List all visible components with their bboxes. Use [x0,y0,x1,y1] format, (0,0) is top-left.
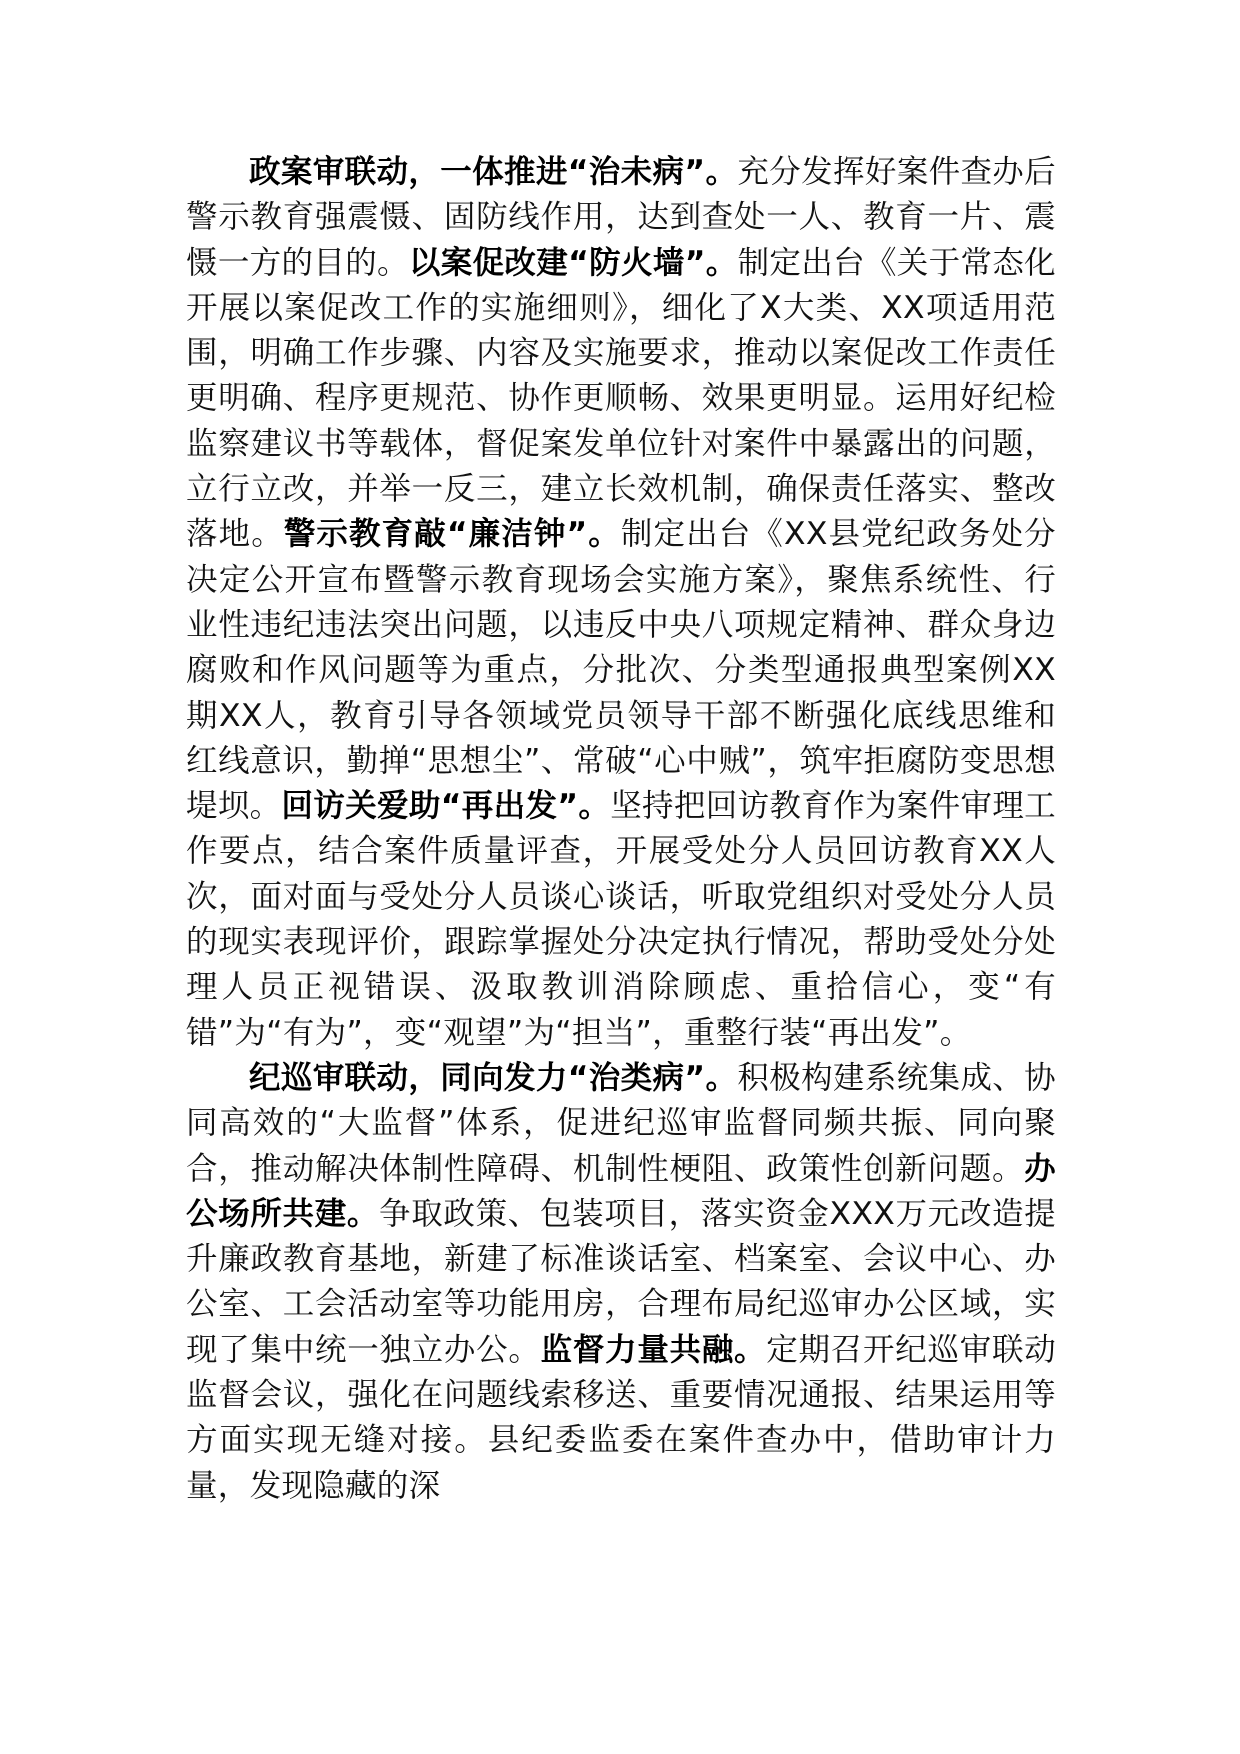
heading-run: 监督力量共融。 [540,1331,767,1368]
text-run: 定期召开纪巡审联动监督会议，强化在问题线索移送、重要情况通报、结果运用等方面实现无缝对接。县纪委监委在案件查办中，借助审计力量，发现隐藏的深 [186,1331,1056,1504]
heading-run: 纪巡审联动，同向发力“治类病”。 [249,1059,738,1096]
text-run: 坚持把回访教育作为案件审理工作要点，结合案件质量评查，开展受处分人员回访教育XX人次，面对面与受处分人员谈心谈话，听取党组织对受处分人员的现实表现评价，跟踪掌握处分决定执行情况，帮助受处分处理人员正视错误、汲取教训消除顾虑、重拾信心，变“有错”为“有为”，变“观望”为“担当”，重整行装“再出发”。 [186,788,1056,1051]
paragraph-1 [186,150,1056,1056]
heading-run: 警示教育敲“廉洁钟”。 [283,516,621,553]
text-run: 制定出台《XX县党纪政务处分决定公开宣布暨警示教育现场会实施方案》，聚焦系统性、行业性违纪违法突出问题，以违反中央八项规定精神、群众身边腐败和作风问题等为重点，分批次、分类型通报典型案例XX期XX人，教育引导各领域党员领导干部不断强化底线思维和红线意识，勤掸“思想尘”、常破“心中贼”，筑牢拒腐防变思想堤坝。 [186,516,1056,825]
heading-run: 政案审联动，一体推进“治未病”。 [249,154,738,190]
document-body [186,150,1056,1509]
text-run: 争取政策、包装项目，落实资金XXX万元改造提升廉政教育基地，新建了标准谈话室、档案室、会议中心、办公室、工会活动室等功能用房，合理布局纪巡审办公区域，实现了集中统一独立办公。 [186,1195,1056,1368]
heading-run: 回访关爱助“再出发”。 [281,788,611,825]
text-run: 积极构建系统集成、协同高效的“大监督”体系，促进纪巡审监督同频共振、同向聚合，推动解决体制性障碍、机制性梗阻、政策性创新问题。 [186,1059,1056,1187]
heading-run: 以案促改建“防火墙”。 [408,244,738,281]
text-run: 制定出台《关于常态化开展以案促改工作的实施细则》，细化了X大类、XX项适用范围，明确工作步骤、内容及实施要求，推动以案促改工作责任更明确、程序更规范、协作更顺畅、效果更明显。运用好纪检监察建议书等载体，督促案发单位针对案件中暴露出的问题，立行立改，并举一反三，建立长效机制，确保责任落实、整改落地。 [186,244,1056,553]
heading-run: 办公场所共建。 [186,1150,1056,1232]
text-run: 充分发挥好案件查办后警示教育强震慑、固防线作用，达到查处一人、教育一片、震慑一方的目的。 [186,154,1056,281]
paragraph-2 [186,1056,1056,1509]
